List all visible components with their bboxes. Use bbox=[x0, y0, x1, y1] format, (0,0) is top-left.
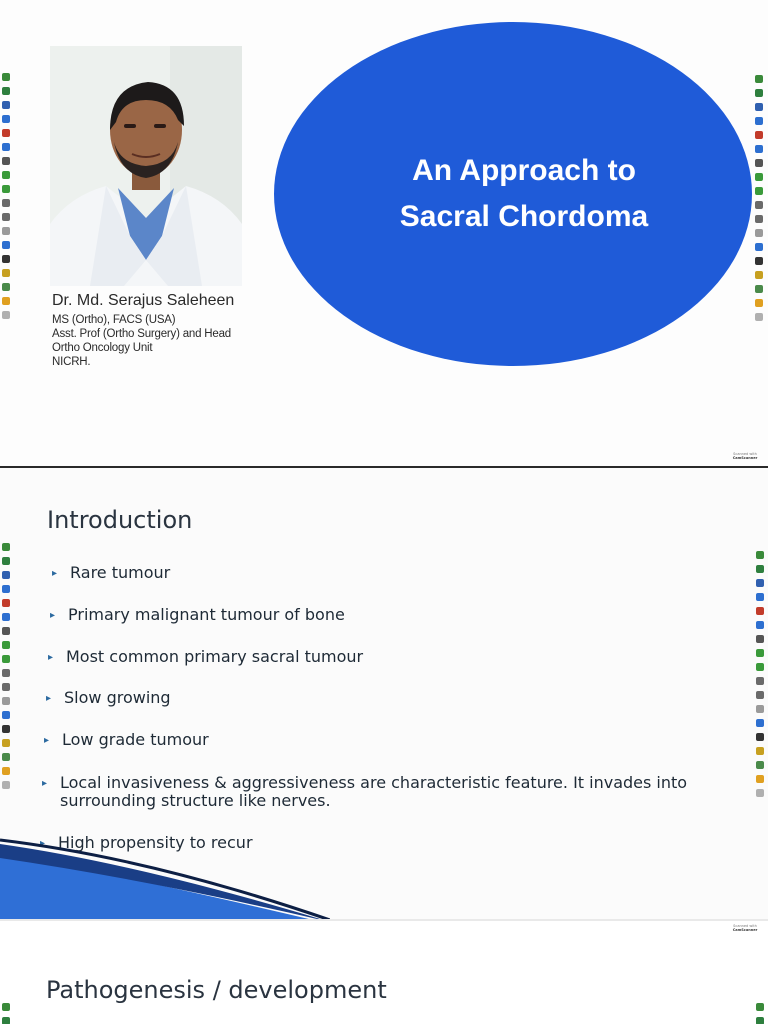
slide-title-line-1: An Approach to bbox=[412, 154, 636, 187]
laser-icon[interactable] bbox=[756, 761, 764, 769]
hand-icon[interactable] bbox=[2, 227, 10, 235]
save-icon[interactable] bbox=[2, 585, 10, 593]
back-arrow-icon[interactable] bbox=[2, 641, 10, 649]
dot-icon[interactable] bbox=[2, 101, 10, 109]
highlighter-icon[interactable] bbox=[2, 739, 10, 747]
pencil-icon[interactable] bbox=[756, 733, 764, 741]
move-icon[interactable] bbox=[755, 75, 763, 83]
globe-icon[interactable] bbox=[755, 89, 763, 97]
slide-title-line-2: Sacral Chordoma bbox=[399, 200, 649, 233]
zoom-out-icon[interactable] bbox=[755, 215, 763, 223]
decorative-swoosh bbox=[0, 834, 330, 920]
zoom-in-icon[interactable] bbox=[755, 201, 763, 209]
zoom-out-icon[interactable] bbox=[2, 213, 10, 221]
globe-icon[interactable] bbox=[756, 565, 764, 573]
globe-icon[interactable] bbox=[2, 557, 10, 565]
box-icon[interactable] bbox=[2, 143, 10, 151]
introduction-slide bbox=[0, 468, 768, 920]
laser-icon[interactable] bbox=[2, 283, 10, 291]
save-icon[interactable] bbox=[2, 115, 10, 123]
close-icon[interactable] bbox=[2, 129, 10, 137]
pen-icon[interactable] bbox=[756, 719, 764, 727]
slide-title bbox=[374, 148, 674, 240]
list-item-text: Low grade tumour bbox=[62, 730, 209, 749]
move-icon[interactable] bbox=[2, 543, 10, 551]
left-annotation-toolbar[interactable] bbox=[0, 70, 12, 322]
right-annotation-toolbar[interactable] bbox=[754, 548, 766, 800]
pencil-icon[interactable] bbox=[2, 255, 10, 263]
author-position: Asst. Prof (Ortho Surgery) and Head bbox=[52, 328, 231, 340]
author-name: Dr. Md. Serajus Saleheen bbox=[52, 292, 235, 309]
bullet-marker-icon: ▸ bbox=[46, 693, 52, 704]
back-arrow-icon[interactable] bbox=[756, 649, 764, 657]
dot-icon[interactable] bbox=[2, 571, 10, 579]
bullet-marker-icon: ▸ bbox=[40, 838, 46, 849]
author-institution: NICRH. bbox=[52, 356, 91, 368]
pen-icon[interactable] bbox=[2, 711, 10, 719]
close-icon[interactable] bbox=[756, 607, 764, 615]
list-item-text: Local invasiveness & aggressiveness are characteristic feature. It invades into surrounding structure like nerves. bbox=[60, 773, 688, 810]
right-annotation-toolbar[interactable] bbox=[753, 72, 765, 324]
dot-icon[interactable] bbox=[756, 579, 764, 587]
menu-icon[interactable] bbox=[755, 313, 763, 321]
eraser-icon[interactable] bbox=[755, 299, 763, 307]
zoom-in-icon[interactable] bbox=[2, 199, 10, 207]
scanner-badge-line-2: CamScanner bbox=[732, 456, 758, 460]
dot-icon[interactable] bbox=[2, 157, 10, 165]
hand-icon[interactable] bbox=[2, 697, 10, 705]
list-item bbox=[46, 689, 171, 708]
move-icon[interactable] bbox=[756, 551, 764, 559]
highlighter-icon[interactable] bbox=[756, 747, 764, 755]
title-oval bbox=[274, 22, 752, 366]
forward-arrow-icon[interactable] bbox=[755, 187, 763, 195]
bullet-marker-icon: ▸ bbox=[44, 735, 50, 746]
pathogenesis-slide bbox=[0, 922, 768, 1024]
back-arrow-icon[interactable] bbox=[2, 171, 10, 179]
box-icon[interactable] bbox=[755, 145, 763, 153]
title-slide bbox=[0, 0, 768, 466]
left-annotation-toolbar[interactable] bbox=[0, 540, 12, 792]
eraser-icon[interactable] bbox=[2, 767, 10, 775]
dot-icon[interactable] bbox=[756, 635, 764, 643]
bullet-marker-icon: ▸ bbox=[42, 778, 48, 789]
zoom-out-icon[interactable] bbox=[756, 691, 764, 699]
right-annotation-toolbar[interactable] bbox=[754, 1000, 766, 1024]
pencil-icon[interactable] bbox=[2, 725, 10, 733]
dot-icon[interactable] bbox=[2, 627, 10, 635]
hand-icon[interactable] bbox=[756, 705, 764, 713]
list-item-text: Primary malignant tumour of bone bbox=[68, 605, 345, 624]
save-icon[interactable] bbox=[756, 593, 764, 601]
dot-icon[interactable] bbox=[755, 103, 763, 111]
back-arrow-icon[interactable] bbox=[755, 173, 763, 181]
dot-icon[interactable] bbox=[755, 159, 763, 167]
author-photo bbox=[50, 46, 242, 286]
move-icon[interactable] bbox=[2, 73, 10, 81]
bullet-marker-icon: ▸ bbox=[48, 652, 54, 663]
scanner-badge-line-2: CamScanner bbox=[732, 928, 758, 932]
forward-arrow-icon[interactable] bbox=[756, 663, 764, 671]
globe-icon[interactable] bbox=[2, 1017, 10, 1024]
highlighter-icon[interactable] bbox=[755, 271, 763, 279]
list-item-text: High propensity to recur bbox=[58, 833, 253, 852]
scanner-badge-line-1: Scanned with bbox=[733, 924, 757, 928]
list-item bbox=[50, 606, 345, 625]
pencil-icon[interactable] bbox=[755, 257, 763, 265]
globe-icon[interactable] bbox=[756, 1017, 764, 1024]
author-unit: Ortho Oncology Unit bbox=[52, 342, 153, 354]
list-item-text: Slow growing bbox=[64, 688, 171, 707]
move-icon[interactable] bbox=[2, 1003, 10, 1011]
eraser-icon[interactable] bbox=[2, 297, 10, 305]
slide-heading: Pathogenesis / development bbox=[46, 976, 387, 1004]
pen-icon[interactable] bbox=[755, 243, 763, 251]
scanner-badge bbox=[728, 924, 762, 936]
list-item bbox=[52, 564, 170, 583]
list-item bbox=[44, 731, 209, 750]
left-annotation-toolbar[interactable] bbox=[0, 1000, 12, 1024]
list-item-text: Rare tumour bbox=[70, 563, 171, 582]
box-icon[interactable] bbox=[2, 613, 10, 621]
scanner-badge-line-1: Scanned with bbox=[733, 452, 757, 456]
zoom-in-icon[interactable] bbox=[756, 677, 764, 685]
scanner-badge bbox=[728, 452, 762, 464]
close-icon[interactable] bbox=[755, 131, 763, 139]
author-credentials: MS (Ortho), FACS (USA) bbox=[52, 314, 176, 326]
author-info bbox=[52, 292, 234, 369]
close-icon[interactable] bbox=[2, 599, 10, 607]
box-icon[interactable] bbox=[756, 621, 764, 629]
zoom-in-icon[interactable] bbox=[2, 669, 10, 677]
slide-separator bbox=[0, 919, 768, 921]
slide-heading: Introduction bbox=[47, 506, 193, 534]
move-icon[interactable] bbox=[756, 1003, 764, 1011]
zoom-out-icon[interactable] bbox=[2, 683, 10, 691]
save-icon[interactable] bbox=[755, 117, 763, 125]
list-item bbox=[42, 774, 702, 810]
forward-arrow-icon[interactable] bbox=[2, 185, 10, 193]
globe-icon[interactable] bbox=[2, 87, 10, 95]
forward-arrow-icon[interactable] bbox=[2, 655, 10, 663]
laser-icon[interactable] bbox=[755, 285, 763, 293]
pen-icon[interactable] bbox=[2, 241, 10, 249]
menu-icon[interactable] bbox=[756, 789, 764, 797]
menu-icon[interactable] bbox=[2, 781, 10, 789]
bullet-marker-icon: ▸ bbox=[50, 610, 56, 621]
bullet-marker-icon: ▸ bbox=[52, 568, 58, 579]
menu-icon[interactable] bbox=[2, 311, 10, 319]
eraser-icon[interactable] bbox=[756, 775, 764, 783]
list-item bbox=[48, 648, 363, 667]
hand-icon[interactable] bbox=[755, 229, 763, 237]
highlighter-icon[interactable] bbox=[2, 269, 10, 277]
laser-icon[interactable] bbox=[2, 753, 10, 761]
list-item-text: Most common primary sacral tumour bbox=[66, 647, 364, 666]
